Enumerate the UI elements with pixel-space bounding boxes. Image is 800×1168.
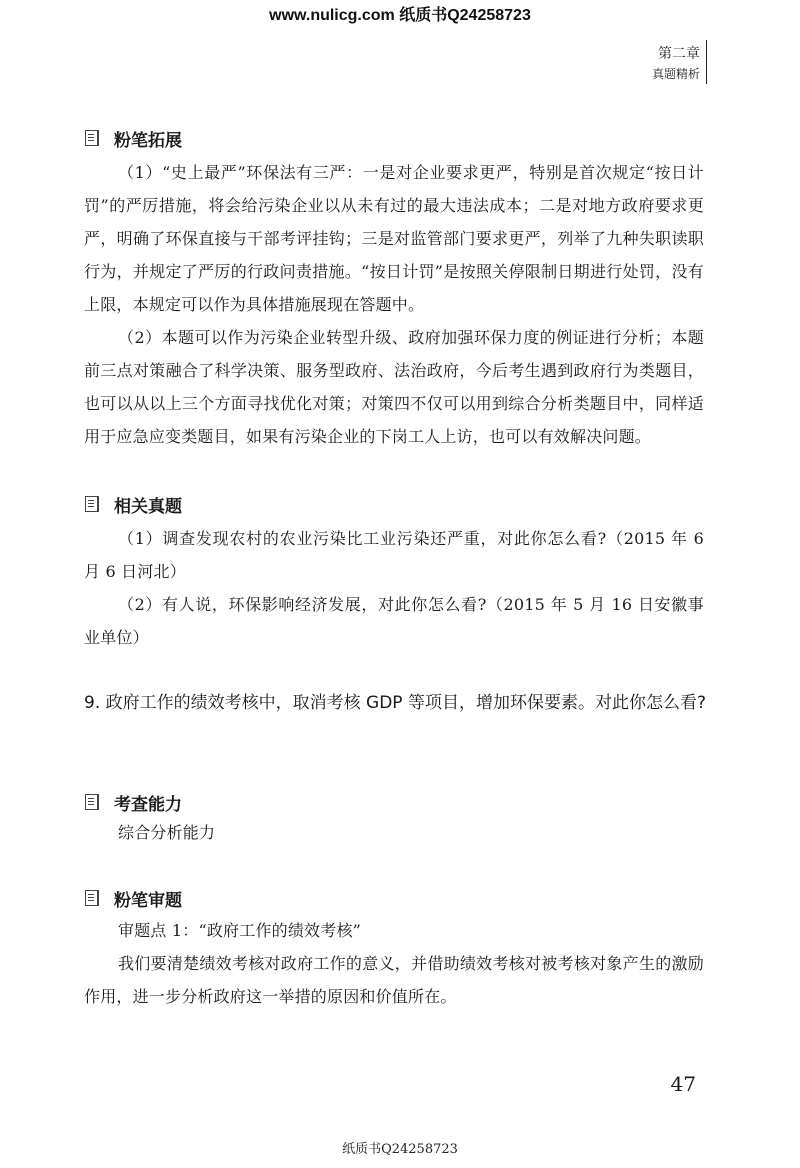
paragraph: 我们要清楚绩效考核对政府工作的意义，并借助绩效考核对被考核对象产生的激励作用，进一步分析政府这一举措的原因和价值所在。	[84, 954, 704, 1006]
chapter-subtitle: 真题精析	[651, 67, 700, 81]
paragraph: （1）“史上最严”环保法有三严：一是对企业要求更严，特别是首次规定“按日计罚”的严厉措施，将会给污染企业以从未有过的最大违法成本；二是对地方政府要求更严，明确了环保直接与干部考评挂钩；三是对监管部门要求更严，列举了九种失职读职行为，并规定了严厉的行政问责措施。“按日计罚”是按照关停限制日期进行处罚，没有上限，本规定可以作为具体措施展现在答题中。	[84, 163, 704, 314]
note-icon	[84, 889, 100, 907]
note-icon	[84, 793, 100, 811]
question-heading: 9. 政府工作的绩效考核中，取消考核 GDP 等项目，增加环保要素。对此你怎么看?	[84, 693, 706, 713]
chapter-header	[652, 44, 700, 84]
paragraph: （2）本题可以作为污染企业转型升级、政府加强环保力度的例证进行分析；本题前三点对策融合了科学决策、服务型政府、法治政府，今后考生遇到政府行为类题目，也可以从以上三个方面寻找优化对策；对策四不仅可以用到综合分析类题目中，同样适用于应急应变类题目，如果有污染企业的下岗工人上访，也可以有效解决问题。	[84, 328, 704, 446]
extension-section	[84, 124, 704, 453]
section-title: 粉笔拓展	[114, 130, 182, 151]
section-title: 考查能力	[114, 794, 182, 815]
top-watermark: www.nulicg.com 纸质书Q24258723	[269, 7, 531, 24]
section-title: 粉笔审题	[114, 890, 182, 911]
review-section	[84, 884, 704, 1013]
ability-section	[84, 788, 704, 849]
review-point-label: 审题点 1：“政府工作的绩效考核”	[118, 921, 362, 940]
page-number: 47	[670, 1072, 696, 1096]
chapter-title: 第二章	[658, 46, 700, 62]
bottom-watermark: 纸质书Q24258723	[342, 1142, 458, 1157]
paragraph: （2）有人说，环保影响经济发展，对此你怎么看?（2015 年 5 月 16 日安徽事业单位）	[84, 595, 704, 647]
chapter-divider	[706, 40, 707, 84]
note-icon	[84, 129, 100, 147]
note-icon	[84, 495, 100, 513]
paragraph: （1）调查发现农村的农业污染比工业污染还严重，对此你怎么看?（2015 年 6 月 6 日河北）	[84, 529, 704, 581]
paragraph: 综合分析能力	[118, 823, 216, 842]
related-section	[84, 490, 704, 654]
section-title: 相关真题	[114, 496, 182, 517]
